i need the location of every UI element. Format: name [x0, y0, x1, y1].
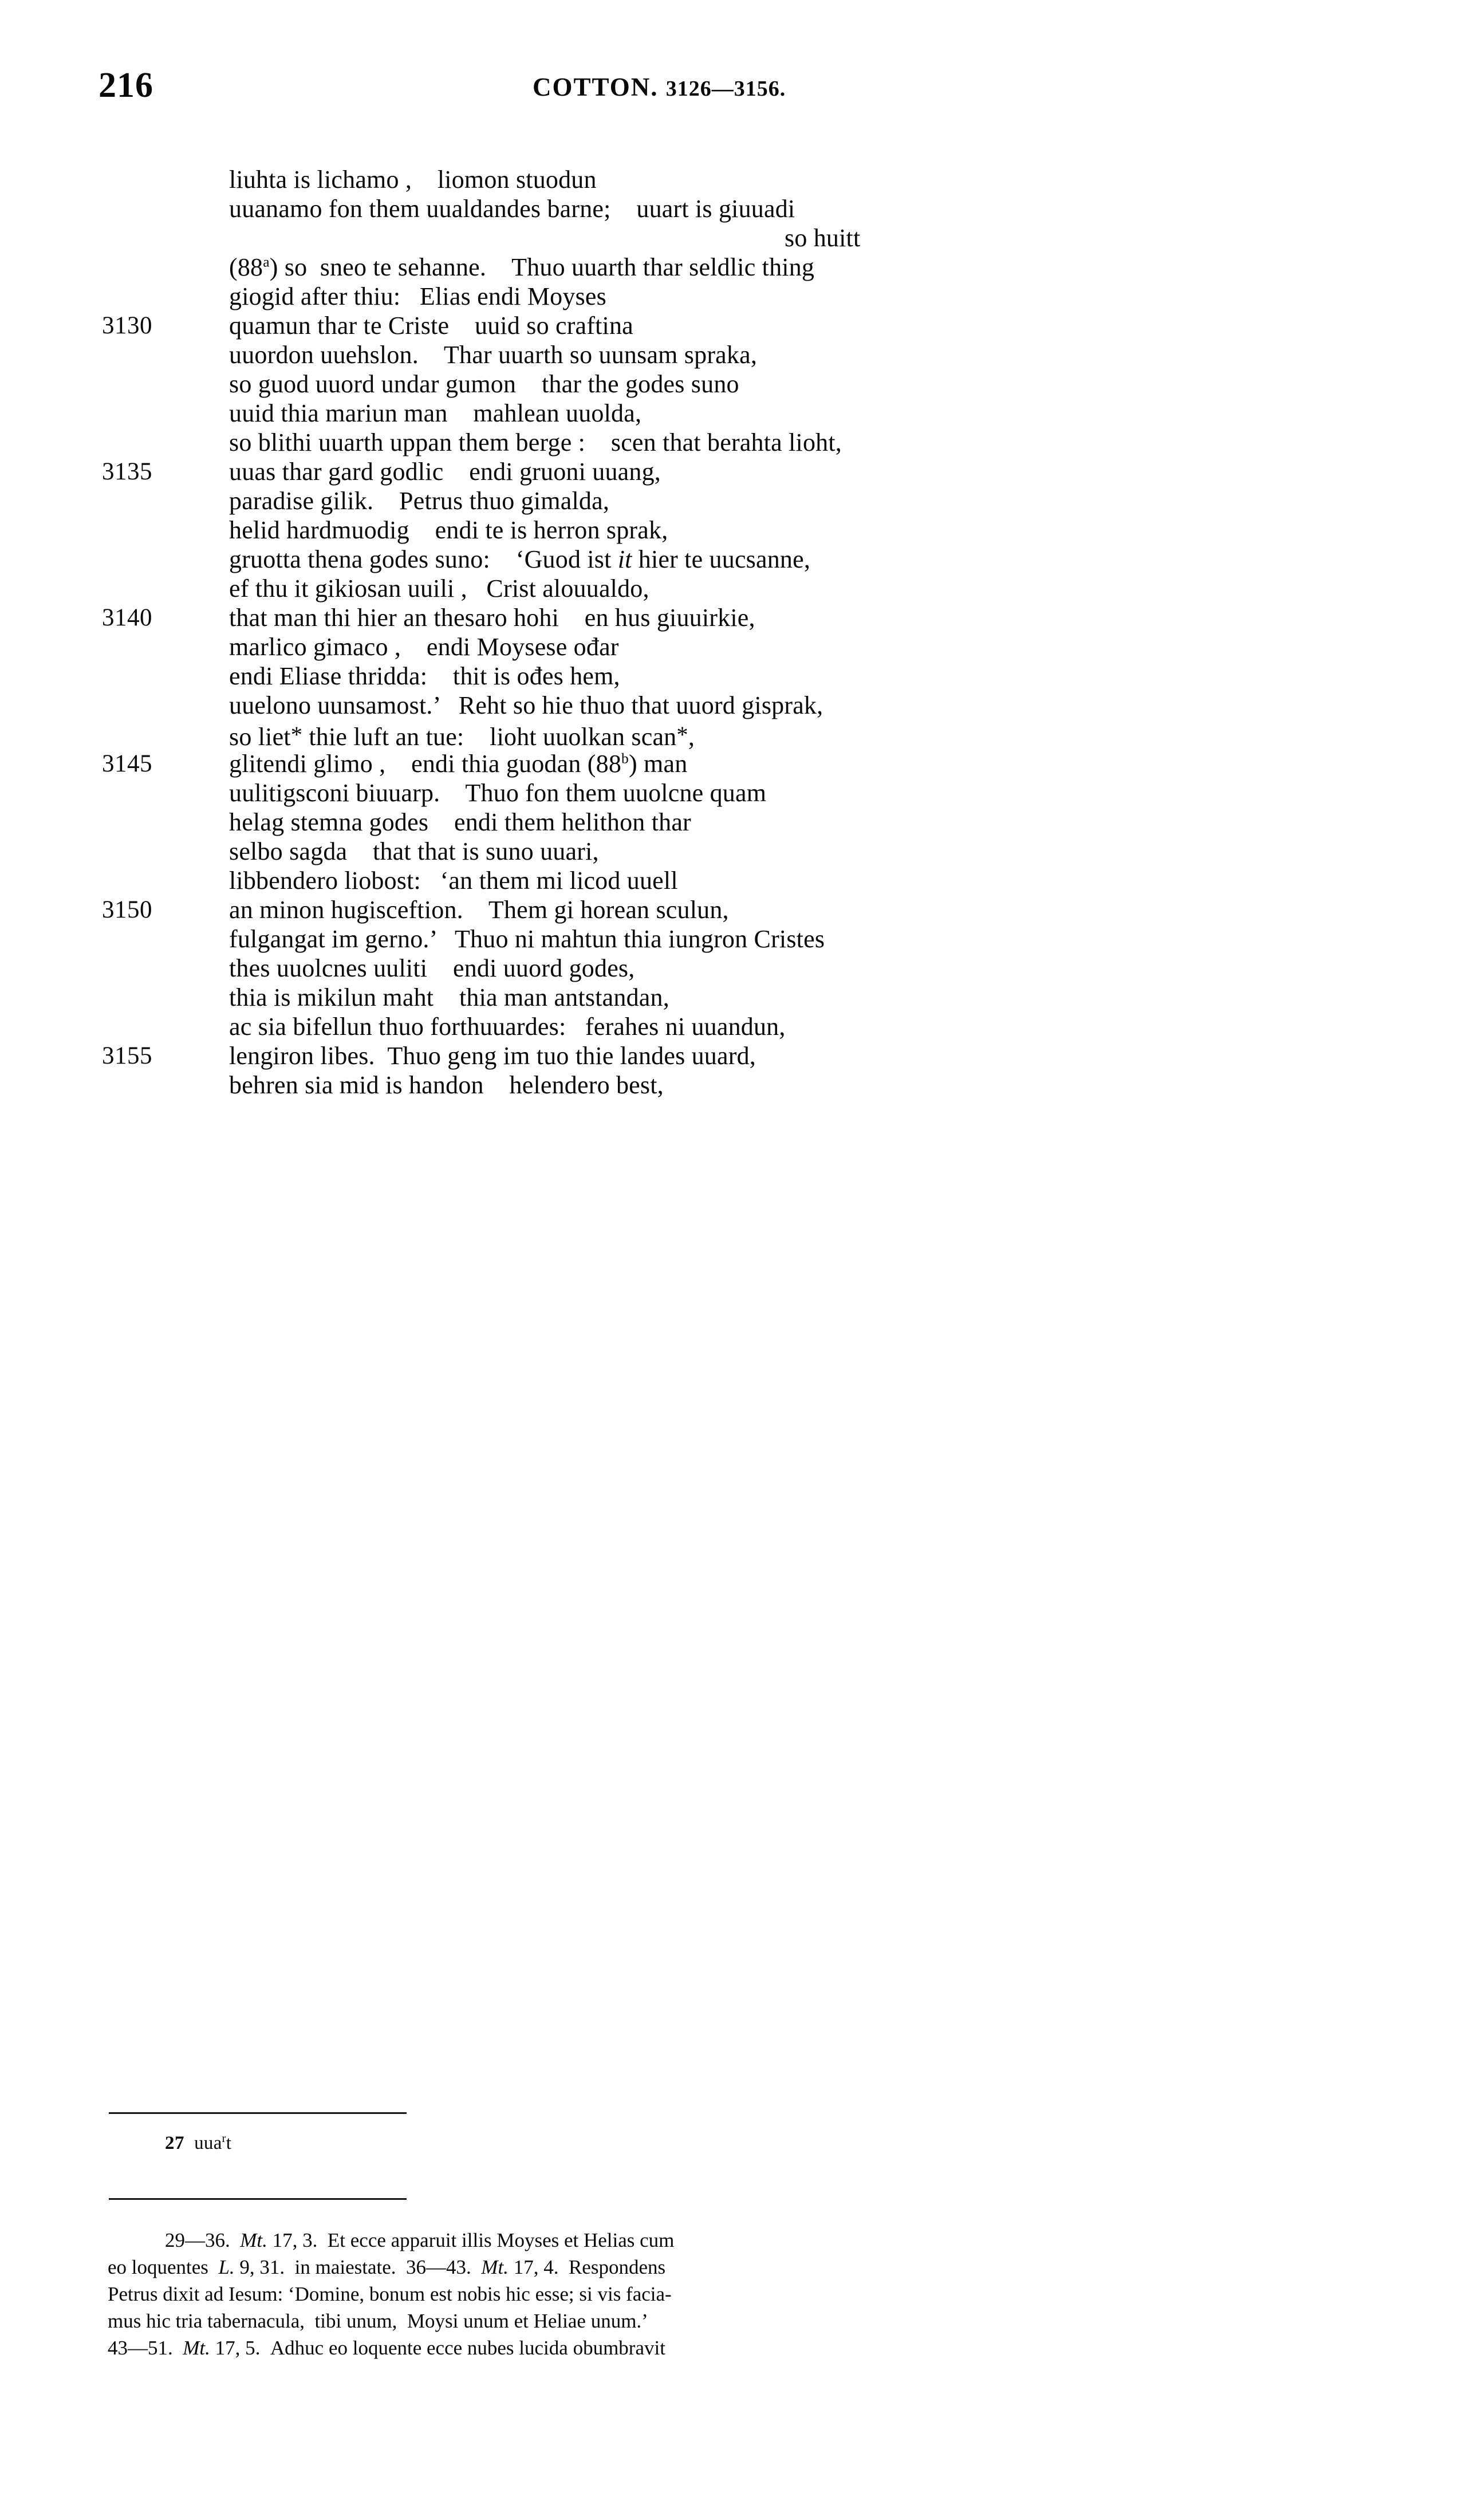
verse-line-text: ac sia bifellun thuo forthuuardes: ferahes ni uuandun, — [229, 1013, 786, 1041]
verse-line — [0, 691, 1466, 720]
verse-line-text: thia is mikilun maht thia man antstandan, — [229, 983, 669, 1011]
apparatus-reading-prefix: uua — [194, 2133, 222, 2153]
verse-line-text: so liet* thie luft an tue: lioht uuolkan scan*, — [229, 722, 695, 751]
source-note-book: Mt. — [183, 2337, 210, 2359]
verse-line-text: so guod uuord undar gumon thar the godes suno — [229, 370, 739, 398]
verse-block — [0, 165, 1466, 1100]
source-note-line — [108, 2334, 1362, 2361]
verse-line-number: 3155 — [102, 1042, 152, 1069]
source-note-range: 43—51. — [108, 2337, 173, 2359]
verse-line — [0, 983, 1466, 1012]
verse-line-number: 3150 — [102, 896, 152, 923]
verse-line — [0, 515, 1466, 545]
verse-line-number: 3145 — [102, 750, 152, 777]
running-head-title — [533, 74, 786, 100]
source-note-book: L. — [218, 2256, 235, 2278]
page-number: 216 — [98, 66, 153, 105]
verse-line — [0, 603, 1466, 632]
verse-line-text: lengiron libes. Thuo geng im tuo thie landes uuard, — [229, 1042, 756, 1070]
verse-line-text: paradise gilik. Petrus thuo gimalda, — [229, 487, 610, 515]
verse-line — [0, 924, 1466, 954]
verse-line-text: gruotta thena godes suno: ‘Guod ist it hier te uucsanne, — [229, 545, 811, 573]
verse-line-text: uulitigsconi biuuarp. Thuo fon them uuolcne quam — [229, 779, 767, 807]
source-note-text: eo loquentes — [108, 2256, 208, 2278]
verse-line-number: 3140 — [102, 604, 152, 631]
source-note-latin-text: Respondens — [568, 2256, 666, 2278]
running-head-work: COTTON. — [533, 73, 659, 101]
verse-line-text: behren sia mid is handon helendero best, — [229, 1071, 664, 1099]
verse-line-number: 3135 — [102, 458, 152, 485]
source-note-chapter-verse: 17, 4. — [513, 2256, 559, 2278]
verse-line — [0, 165, 1466, 194]
source-note-latin-text: in maiestate. — [294, 2256, 396, 2278]
verse-line — [0, 253, 1466, 282]
source-note-book: Mt. — [481, 2256, 509, 2278]
verse-line-text: an minon hugisceftion. Them gi horean sculun, — [229, 896, 729, 924]
verse-line-text: glitendi glimo , endi thia guodan (88$^b$) man — [229, 750, 688, 778]
verse-line — [0, 194, 1466, 223]
verse-line-text: ef thu it gikiosan uuili , Crist alouualdo, — [229, 574, 649, 603]
verse-line-text: so huitt — [785, 224, 861, 252]
verse-line-text: helag stemna godes endi them helithon thar — [229, 808, 691, 836]
critical-apparatus — [165, 2133, 231, 2154]
verse-line — [0, 662, 1466, 691]
verse-line-text: so blithi uuarth uppan them berge : scen that berahta lioht, — [229, 428, 842, 456]
latin-source-notes — [108, 2227, 1362, 2361]
apparatus-reading-suffix: t — [226, 2133, 232, 2153]
verse-line-text: endi Eliase thridda: thit is ođes hem, — [229, 662, 620, 690]
verse-line-text: uuelono uunsamost.’ Reht so hie thuo that uuord gisprak, — [229, 691, 823, 719]
verse-line — [0, 866, 1466, 895]
source-note-latin-text: Et ecce apparuit illis Moyses et Helias cum — [327, 2229, 675, 2251]
apparatus-divider-rule-bottom — [109, 2198, 407, 2200]
verse-line — [0, 223, 1466, 253]
verse-line-text: that man thi hier an thesaro hohi en hus giuuirkie, — [229, 604, 755, 632]
verse-line-text: liuhta is lichamo , liomon stuodun — [229, 166, 597, 194]
verse-line-text: giogid after thiu: Elias endi Moyses — [229, 282, 606, 310]
verse-line-text: libbendero liobost: ‘an them mi licod uuell — [229, 867, 678, 895]
verse-line — [0, 1012, 1466, 1041]
verse-line — [0, 457, 1466, 486]
verse-line — [0, 399, 1466, 428]
source-note-line — [108, 2227, 1362, 2254]
verse-line — [0, 808, 1466, 837]
source-note-range: 36—43. — [406, 2256, 471, 2278]
source-note-line — [108, 2254, 1362, 2281]
running-head — [0, 68, 1466, 113]
verse-line — [0, 1070, 1466, 1100]
verse-line — [0, 574, 1466, 603]
verse-line-text: helid hardmuodig endi te is herron sprak, — [229, 516, 668, 544]
source-note-line: Petrus dixit ad Iesum: ‘Domine, bonum est nobis hic esse; si vis facia- — [108, 2283, 672, 2305]
verse-line — [0, 340, 1466, 369]
source-note-line: mus hic tria tabernacula, tibi unum, Moysi unum et Heliae unum.’ — [108, 2310, 648, 2332]
verse-line-number: 3130 — [102, 312, 152, 339]
apparatus-divider-rule-top — [109, 2112, 407, 2114]
verse-line — [0, 837, 1466, 866]
source-note-chapter-verse: 17, 5. — [215, 2337, 261, 2359]
verse-line-text: selbo sagda that that is suno uuari, — [229, 837, 599, 865]
source-note-chapter-verse: 17, 3. — [272, 2229, 318, 2251]
apparatus-reading-superscript: r — [222, 2132, 226, 2145]
verse-line — [0, 311, 1466, 340]
source-note-chapter-verse: 9, 31. — [239, 2256, 285, 2278]
running-head-line-range: 3126—3156. — [665, 77, 786, 101]
verse-line-text: uuordon uuehslon. Thar uuarth so uunsam spraka, — [229, 341, 758, 369]
verse-line — [0, 486, 1466, 515]
source-note-book: Mt. — [240, 2229, 267, 2251]
verse-line — [0, 545, 1466, 574]
verse-line — [0, 632, 1466, 662]
verse-line-text: fulgangat im gerno.’ Thuo ni mahtun thia iungron Cristes — [229, 925, 825, 953]
verse-line — [0, 720, 1466, 749]
verse-line — [0, 895, 1466, 924]
verse-line — [0, 1041, 1466, 1070]
verse-line-text: marlico gimaco , endi Moysese ođar — [229, 633, 619, 661]
apparatus-line-number: 27 — [165, 2133, 184, 2153]
verse-line-text: uuas thar gard godlic endi gruoni uuang, — [229, 458, 661, 486]
source-note-latin-text: Adhuc eo loquente ecce nubes lucida obumbravit — [270, 2337, 665, 2359]
verse-line-text: quamun thar te Criste uuid so craftina — [229, 312, 633, 340]
verse-line — [0, 428, 1466, 457]
source-note-range: 29—36. — [165, 2229, 230, 2251]
verse-line-text: uuid thia mariun man mahlean uuolda, — [229, 399, 642, 427]
verse-line-text: uuanamo fon them uualdandes barne; uuart is giuuadi — [229, 195, 795, 223]
verse-line — [0, 282, 1466, 311]
verse-line — [0, 778, 1466, 808]
verse-line — [0, 749, 1466, 778]
verse-line — [0, 369, 1466, 399]
verse-line — [0, 954, 1466, 983]
verse-line-text: thes uuolcnes uuliti endi uuord godes, — [229, 954, 635, 982]
verse-line-text: (88$^a$) so sneo te sehanne. Thuo uuarth thar seldlic thing — [229, 253, 815, 281]
